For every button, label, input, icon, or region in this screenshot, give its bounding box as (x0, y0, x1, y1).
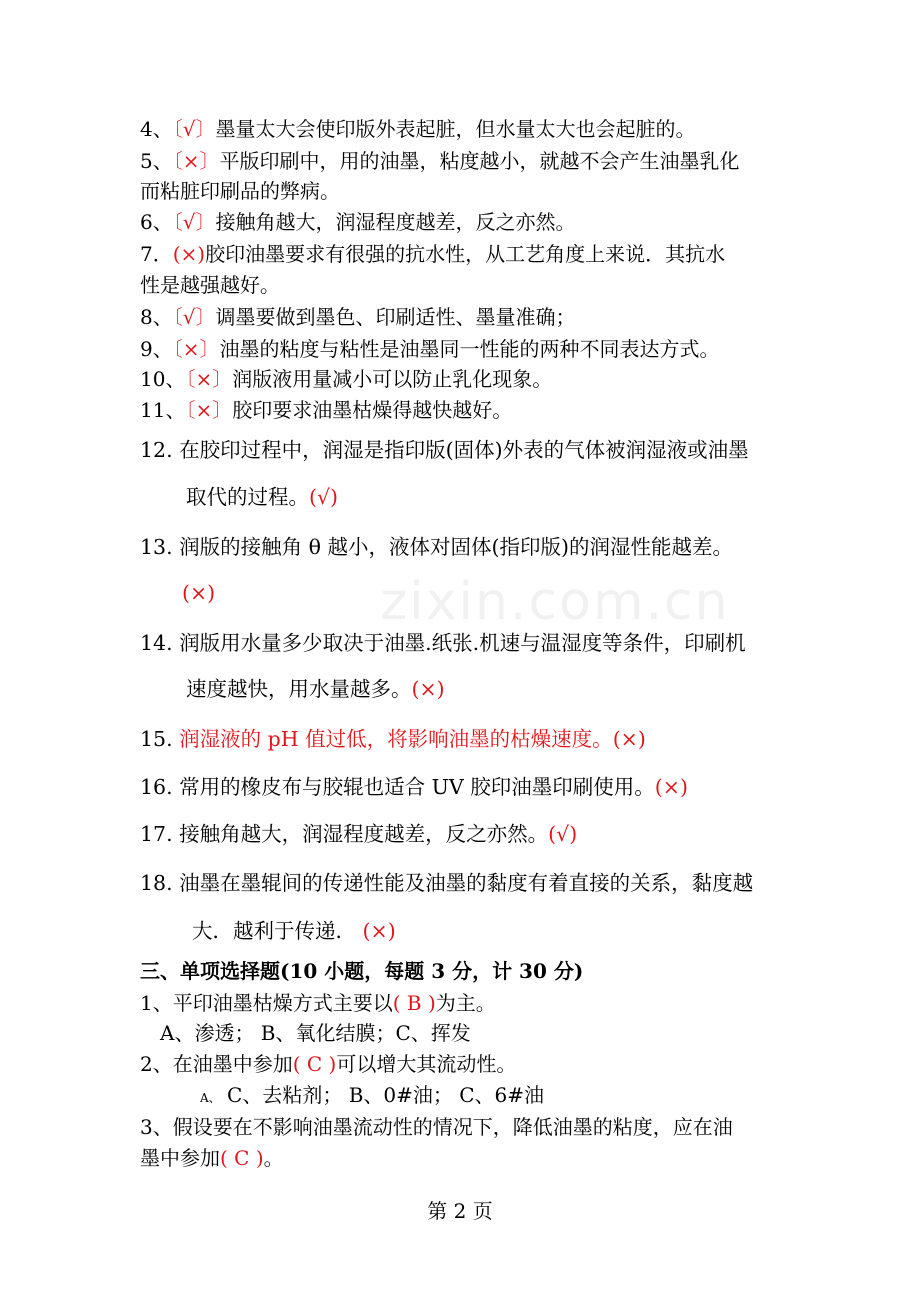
item-text: 润版用水量多少取决于油墨.纸张.机速与温湿度等条件，印刷机 (179, 631, 746, 655)
tf-item-17 (140, 822, 577, 846)
item-number: 10、 (140, 367, 186, 391)
item-text: 平版印刷中，用的油墨，粘度越小，就越不会产生油墨乳化 (219, 149, 740, 173)
item-text: 润版液用量减小可以防止乳化现象。 (232, 367, 553, 391)
item-number: 6、 (140, 210, 173, 234)
item-number: 14. (140, 631, 173, 655)
item-number: 11、 (140, 398, 186, 422)
item-text: 墨量太大会使印版外表起脏，但水量太大也会起脏的。 (215, 117, 696, 141)
item-text: 润版的接触角 θ 越小，液体对固体(指印版)的润湿性能越差。 (179, 535, 734, 559)
answer-mark: 〔×〕 (172, 149, 220, 173)
question-text: 2、在油墨中参加 (140, 1052, 293, 1076)
tf-item-14-cont (186, 677, 445, 701)
question-text: 墨中参加 (140, 1146, 220, 1170)
item-text: 接触角越大，润湿程度越差，反之亦然。 (215, 210, 576, 234)
answer-mark: (×) (172, 242, 206, 266)
tf-item-9 (140, 337, 720, 361)
options-text: C、去粘剂； B、0#油； C、6#油 (227, 1083, 545, 1107)
tf-item-11 (140, 398, 512, 422)
question-text-end: 可以增大其流动性。 (336, 1052, 517, 1076)
answer-mark: (×) (182, 581, 216, 605)
item-number: 9、 (140, 337, 173, 361)
answer-mark: 〔×〕 (172, 337, 220, 361)
item-text: 油墨在墨辊间的传递性能及油墨的黏度有着直接的关系，黏度越 (179, 871, 754, 895)
tf-item-6 (140, 210, 575, 234)
item-number: 17. (140, 822, 173, 846)
item-text: 调墨要做到墨色、印刷适性、墨量准确； (215, 305, 576, 329)
item-number: 12. (140, 438, 173, 462)
answer-mark: 〔×〕 (185, 398, 233, 422)
item-text: 润湿液的 pH 值过低，将影响油墨的枯燥速度。 (179, 727, 613, 751)
item-text: 油墨的粘度与粘性是油墨同一性能的两种不同表达方式。 (219, 337, 720, 361)
item-text-cont: 大．越利于传递． (192, 919, 356, 943)
question-text: 1、平印油墨枯燥方式主要以 (140, 991, 393, 1015)
mc-question-1 (140, 991, 496, 1015)
item-text: 常用的橡皮布与胶辊也适合 UV 胶印油墨印刷使用。 (179, 775, 655, 799)
item-number: 4、 (140, 117, 173, 141)
answer-mark: (×) (654, 775, 688, 799)
item-number: 16. (140, 775, 173, 799)
tf-item-14 (140, 631, 746, 655)
tf-item-5 (140, 149, 740, 173)
item-number: 7． (140, 242, 173, 266)
answer-mark: (√) (548, 822, 578, 846)
tf-item-18 (140, 871, 753, 895)
tf-item-7 (140, 242, 725, 266)
tf-item-13 (140, 535, 733, 559)
item-number: 5、 (140, 149, 173, 173)
answer-mark: (√) (309, 485, 339, 509)
item-text-cont: 速度越快，用水量越多。 (186, 677, 412, 701)
tf-item-13-cont (182, 581, 215, 605)
item-text-cont: 取代的过程。 (186, 485, 309, 509)
mc-options-1: A、渗透； B、氧化结膜；C、挥发 (160, 1021, 471, 1045)
item-text: 接触角越大，润湿程度越差，反之亦然。 (179, 822, 549, 846)
tf-item-5-cont: 而粘脏印刷品的弊病。 (140, 179, 340, 203)
answer-mark: 〔×〕 (185, 367, 233, 391)
answer-mark: (×) (411, 677, 445, 701)
item-number: 8、 (140, 305, 173, 329)
answer-choice: ( C ) (292, 1052, 337, 1076)
mc-question-3: 3、假设要在不影响油墨流动性的情况下，降低油墨的粘度，应在油 (140, 1115, 733, 1139)
page-number: 第 2 页 (427, 1199, 493, 1223)
question-text-end: 。 (263, 1146, 284, 1170)
tf-item-16 (140, 775, 688, 799)
mc-options-2 (200, 1083, 544, 1110)
watermark: zixin.com.cn (380, 572, 730, 632)
question-text-end: 为主。 (435, 991, 496, 1015)
tf-item-12-cont (186, 485, 338, 509)
tf-item-15 (140, 727, 646, 751)
mc-question-3-cont (140, 1146, 284, 1170)
tf-item-8 (140, 305, 575, 329)
tf-item-10 (140, 367, 552, 391)
section-heading: 三、单项选择题(10 小题，每题 3 分，计 30 分) (140, 959, 584, 983)
answer-mark: (×) (612, 727, 646, 751)
answer-choice: ( C ) (220, 1146, 264, 1170)
mc-question-2 (140, 1052, 516, 1076)
item-number: 18. (140, 871, 173, 895)
item-text: 胶印油墨要求有很强的抗水性，从工艺角度上来说．其抗水 (205, 242, 726, 266)
item-number: 13. (140, 535, 173, 559)
option-a-label: A、 (200, 1091, 221, 1105)
tf-item-7-cont: 性是越强越好。 (140, 273, 280, 297)
answer-mark: 〔√〕 (172, 117, 216, 141)
item-text: 胶印要求油墨枯燥得越快越好。 (232, 398, 513, 422)
item-number: 15. (140, 727, 173, 751)
answer-mark: (×) (362, 919, 396, 943)
tf-item-12 (140, 438, 749, 462)
answer-mark: 〔√〕 (172, 210, 216, 234)
answer-mark: 〔√〕 (172, 305, 216, 329)
answer-choice: ( B ) (392, 991, 436, 1015)
item-text: 在胶印过程中，润湿是指印版(固体)外表的气体被润湿液或油墨 (179, 438, 749, 462)
tf-item-18-cont (192, 919, 396, 943)
tf-item-4 (140, 117, 695, 141)
